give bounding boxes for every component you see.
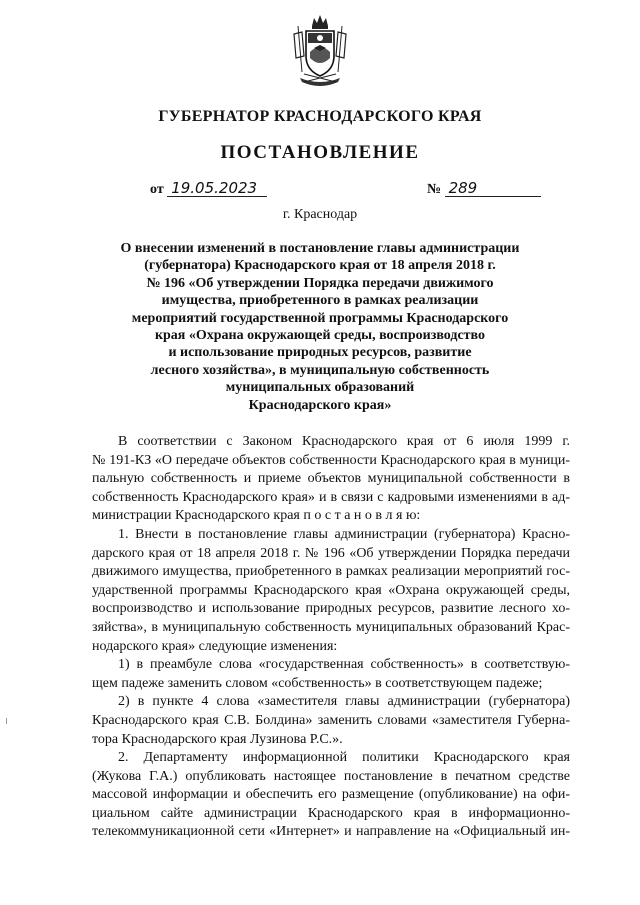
body-line: массовой информации и обеспечить его размещение (опубликование) на офи- bbox=[92, 787, 570, 803]
number-value: 289 bbox=[445, 180, 541, 197]
margin-mark bbox=[6, 718, 7, 724]
body-line: 1. Внести в постановление главы администрации (губернатора) Красно- bbox=[118, 526, 570, 542]
document-title bbox=[120, 240, 520, 414]
title-line: (губернатора) Краснодарского края от 18 апреля 2018 г. bbox=[144, 258, 496, 274]
title-line: имущества, приобретенного в рамках реализации bbox=[161, 293, 479, 309]
title-line: края «Охрана окружающей среды, воспроизводство bbox=[154, 328, 486, 344]
body-line: Краснодарского края С.В. Болдина» заменить словами «заместителя Губерна- bbox=[92, 712, 570, 728]
number-line bbox=[427, 180, 541, 198]
body-line: (Жукова Г.А.) опубликовать настоящее постановление в печатном средстве bbox=[92, 768, 570, 784]
body-line: дарского края от 18 апреля 2018 г. № 196 «Об утверждении Порядка передачи bbox=[92, 545, 570, 561]
body-line: движимого имущества, приобретенного в рамках реализации мероприятий гос- bbox=[92, 564, 570, 580]
title-line: О внесении изменений в постановление главы администрации bbox=[120, 241, 520, 256]
body-line: № 191-КЗ «О передаче объектов собственности Краснодарского края в муници- bbox=[92, 452, 570, 468]
body-line: ударственной программы Краснодарского края «Охрана окружающей среды, bbox=[92, 582, 570, 598]
title-line: лесного хозяйства», в муниципальную собственность bbox=[150, 362, 490, 378]
date-value: 19.05.2023 bbox=[167, 180, 267, 197]
title-line: № 196 «Об утверждении Порядка передачи движимого bbox=[146, 275, 494, 291]
title-line: Краснодарского края» bbox=[248, 397, 392, 413]
number-label: № bbox=[427, 182, 442, 197]
body-line: тора Краснодарского края Лузинова Р.С.». bbox=[92, 731, 343, 747]
governor-heading: ГУБЕРНАТОР КРАСНОДАРСКОГО КРАЯ bbox=[158, 108, 482, 125]
body-line: собственность Краснодарского края» и в связи с кадровыми изменениями в ад- bbox=[92, 489, 570, 505]
coat-of-arms-icon bbox=[288, 12, 352, 90]
date-line bbox=[150, 180, 267, 198]
body-line: зяйства», в муниципальную собственность муниципальных образований Крас- bbox=[92, 619, 570, 635]
body-line: циальном сайте администрации Краснодарского края в информационно- bbox=[92, 805, 570, 821]
title-line: муниципальных образований bbox=[225, 380, 415, 396]
body-line: воспроизводство и использование природных ресурсов, развитие лесного хо- bbox=[92, 601, 570, 617]
body-line: 2) в пункте 4 слова «заместителя главы администрации (губернатора) bbox=[118, 694, 570, 710]
document-type-heading: ПОСТАНОВЛЕНИЕ bbox=[220, 142, 420, 163]
body-line: телекоммуникационной сети «Интернет» и направление на «Официальный ин- bbox=[92, 824, 570, 840]
body-line: щем падеже заменить словом «собственность» в соответствующем падеже; bbox=[92, 675, 543, 691]
body-line: В соответствии с Законом Краснодарского края от 6 июля 1999 г. bbox=[118, 434, 570, 449]
document-body bbox=[92, 433, 570, 842]
body-line: пальную собственность и приеме объектов муниципальной собственности в bbox=[92, 471, 570, 487]
body-line: 2. Департаменту информационной политики Краснодарского края bbox=[118, 750, 570, 766]
body-line: 1) в преамбуле слова «государственная собственность» в соответствую- bbox=[118, 657, 570, 673]
title-line: и использование природных ресурсов, развитие bbox=[168, 345, 472, 361]
body-line: министрации Краснодарского края п о с т а н о в л я ю: bbox=[92, 508, 421, 524]
date-label: от bbox=[150, 182, 164, 197]
city-line: г. Краснодар bbox=[282, 207, 358, 222]
body-line: нодарского края» следующие изменения: bbox=[92, 638, 338, 654]
title-line: мероприятий государственной программы Краснодарского bbox=[131, 310, 509, 326]
